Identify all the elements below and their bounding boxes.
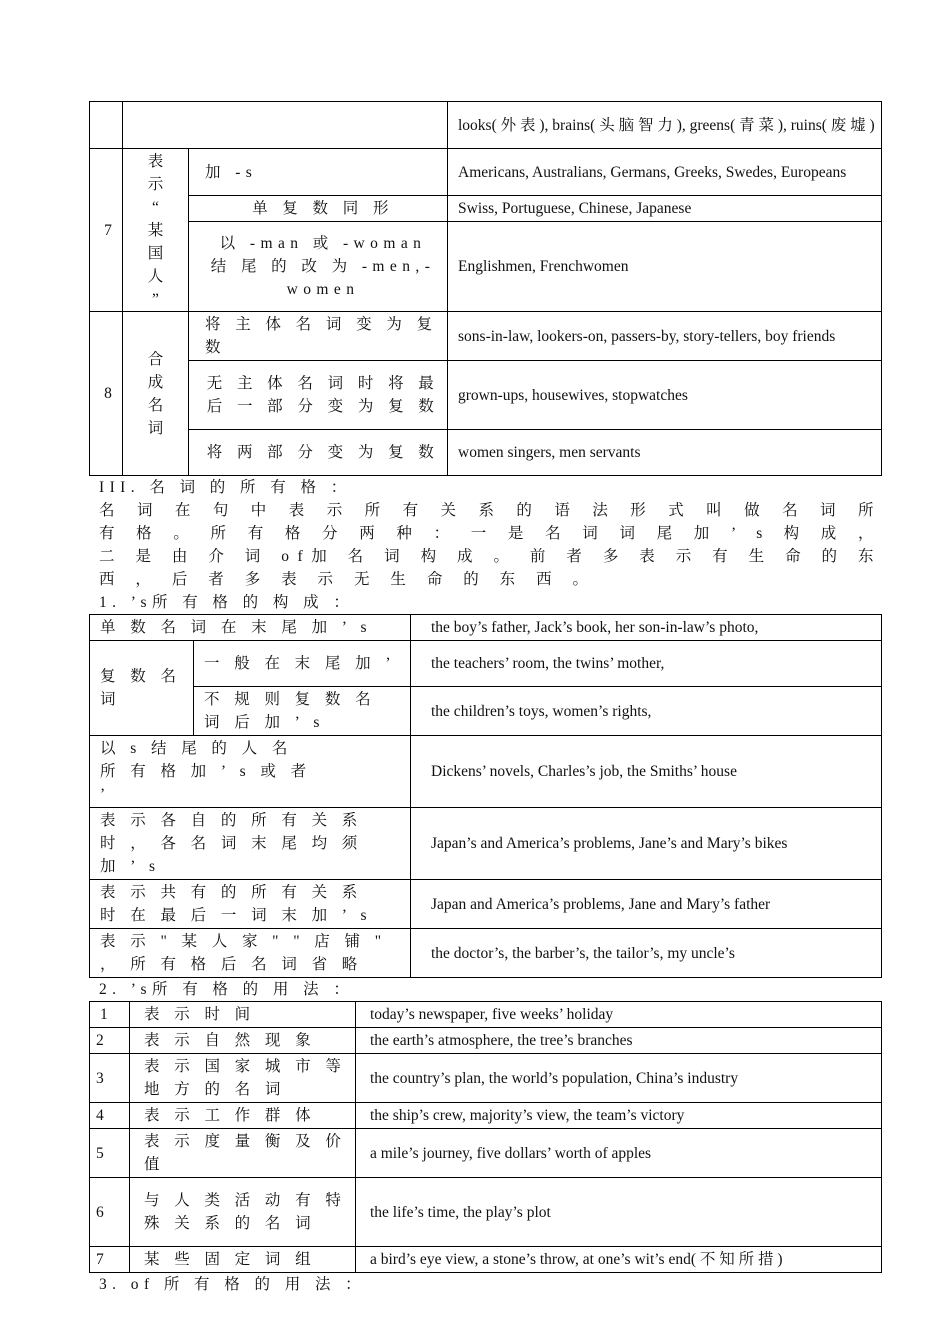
table-row: [90, 736, 882, 808]
example-cell: the boy’s father, Jack’s book, her son-in-law’s photo,: [411, 615, 882, 641]
example-cell: Dickens’ novels, Charles’s job, the Smiths’ house: [411, 736, 882, 808]
table-row: [90, 1178, 882, 1247]
table-row: [90, 808, 882, 880]
example-cell: Japan’s and America’s problems, Jane’s and Mary’s bikes: [411, 808, 882, 880]
table-row: [90, 615, 882, 641]
rule-cell: 单 复 数 同 形: [189, 196, 448, 222]
rule-cell: 将 主 体 名 词 变 为 复 数: [189, 312, 448, 361]
usage-cell: 表 示 自 然 现 象: [130, 1028, 356, 1054]
example-cell: Englishmen, Frenchwomen: [448, 222, 882, 312]
table-cell: [90, 102, 123, 149]
example-cell: Japan and America’s problems, Jane and Mary’s father: [411, 880, 882, 929]
table-cell: [123, 102, 448, 149]
row-number: 1: [90, 1002, 130, 1028]
table-row: [90, 929, 882, 978]
table-row: [90, 641, 882, 687]
table-row: [90, 222, 882, 312]
rule-cell: 表 示 各 自 的 所 有 关 系 时 ， 各 名 词 末 尾 均 须 加 ’ s: [90, 808, 411, 880]
row-number: 6: [90, 1178, 130, 1247]
document-page: [89, 101, 882, 1296]
example-cell: Swiss, Portuguese, Chinese, Japanese: [448, 196, 882, 222]
example-cell: a mile’s journey, five dollars’ worth of apples: [356, 1129, 882, 1178]
table-row: [90, 880, 882, 929]
rule-cell: 单 数 名 词 在 末 尾 加 ’ s: [90, 615, 411, 641]
subsection-heading: 3. of 所 有 格 的 用 法 ：: [99, 1276, 367, 1293]
possessive-usage-table: [89, 1001, 882, 1273]
category-cell: 表 示 “ 某 国 人 ”: [123, 149, 189, 312]
group-cell: 复 数 名 词: [90, 641, 194, 736]
table-row: [90, 102, 882, 149]
table-row: [90, 361, 882, 430]
rule-cell: 表 示 共 有 的 所 有 关 系 时 在 最 后 一 词 末 加 ’ s: [90, 880, 411, 929]
possessive-formation-table: [89, 614, 882, 978]
usage-cell: 表 示 时 间: [130, 1002, 356, 1028]
plural-forms-table: [89, 101, 882, 476]
subsection-heading: 1. ’s所 有 格 的 构 成 ：: [99, 594, 355, 611]
row-number: 8: [90, 312, 123, 476]
example-cell: Americans, Australians, Germans, Greeks, Swedes, Europeans: [448, 149, 882, 196]
subsection-heading: 2. ’s所 有 格 的 用 法 ：: [99, 981, 355, 998]
example-cell: today’s newspaper, five weeks’ holiday: [356, 1002, 882, 1028]
row-number: 7: [90, 1247, 130, 1273]
rule-cell: 不 规 则 复 数 名 词 后 加 ’ s: [194, 687, 411, 736]
rule-cell: 一 般 在 末 尾 加 ’: [194, 641, 411, 687]
table-row: [90, 1103, 882, 1129]
table-row: [90, 430, 882, 476]
usage-cell: 表 示 工 作 群 体: [130, 1103, 356, 1129]
table-row: [90, 1028, 882, 1054]
example-cell: the country’s plan, the world’s population, China’s industry: [356, 1054, 882, 1103]
table-row: [90, 196, 882, 222]
rule-cell: 以 s 结 尾 的 人 名 所 有 格 加 ’ s 或 者 ’: [90, 736, 411, 808]
example-cell: looks( 外 表 ), brains( 头 脑 智 力 ), greens( 青 菜 ), ruins( 废 墟 ): [448, 102, 882, 149]
rule-cell: 将 两 部 分 变 为 复 数: [189, 430, 448, 476]
example-cell: women singers, men servants: [448, 430, 882, 476]
category-cell: 合 成 名 词: [123, 312, 189, 476]
example-cell: the teachers’ room, the twins’ mother,: [411, 641, 882, 687]
table-row: [90, 1129, 882, 1178]
example-cell: a bird’s eye view, a stone’s throw, at one’s wit’s end( 不 知 所 措 ): [356, 1247, 882, 1273]
table-row: [90, 312, 882, 361]
table-row: [90, 687, 882, 736]
row-number: 3: [90, 1054, 130, 1103]
usage-cell: 表 示 度 量 衡 及 价 值: [130, 1129, 356, 1178]
example-cell: the children’s toys, women’s rights,: [411, 687, 882, 736]
rule-cell: 无 主 体 名 词 时 将 最 后 一 部 分 变 为 复 数: [189, 361, 448, 430]
row-number: 5: [90, 1129, 130, 1178]
table-row: [90, 1054, 882, 1103]
section-paragraph: 名 词 在 句 中 表 示 所 有 关 系 的 语 法 形 式 叫 做 名 词 所 有 格 。 所 有 格 分 两 种 ： 一 是 名 词 词 尾 加 ’ s 构 成 ， 二 是 由 介 词 of加 名 词 构 成 。 前 者 多 表 示 有 生 命 的 东 西 ， 后 者 多 表 示 无 生 命 的 东 西 。: [99, 502, 882, 588]
table-row: [90, 149, 882, 196]
rule-cell: 表 示 " 某 人 家 " " 店 铺 " ， 所 有 格 后 名 词 省 略: [90, 929, 411, 978]
usage-cell: 表 示 国 家 城 市 等 地 方 的 名 词: [130, 1054, 356, 1103]
usage-cell: 某 些 固 定 词 组: [130, 1247, 356, 1273]
rule-cell: 以 -man 或 -woman 结 尾 的 改 为 -men,-women: [189, 222, 448, 312]
row-number: 4: [90, 1103, 130, 1129]
example-cell: the life’s time, the play’s plot: [356, 1178, 882, 1247]
row-number: 7: [90, 149, 123, 312]
example-cell: the earth’s atmosphere, the tree’s branches: [356, 1028, 882, 1054]
example-cell: the ship’s crew, majority’s view, the team’s victory: [356, 1103, 882, 1129]
rule-cell: 加 -s: [189, 149, 448, 196]
table-row: [90, 1247, 882, 1273]
example-cell: the doctor’s, the barber’s, the tailor’s, my uncle’s: [411, 929, 882, 978]
example-cell: grown-ups, housewives, stopwatches: [448, 361, 882, 430]
example-cell: sons-in-law, lookers-on, passers-by, story-tellers, boy friends: [448, 312, 882, 361]
usage-cell: 与 人 类 活 动 有 特 殊 关 系 的 名 词: [130, 1178, 356, 1247]
table-row: [90, 1002, 882, 1028]
section-heading: III. 名 词 的 所 有 格 ：: [99, 479, 352, 496]
row-number: 2: [90, 1028, 130, 1054]
